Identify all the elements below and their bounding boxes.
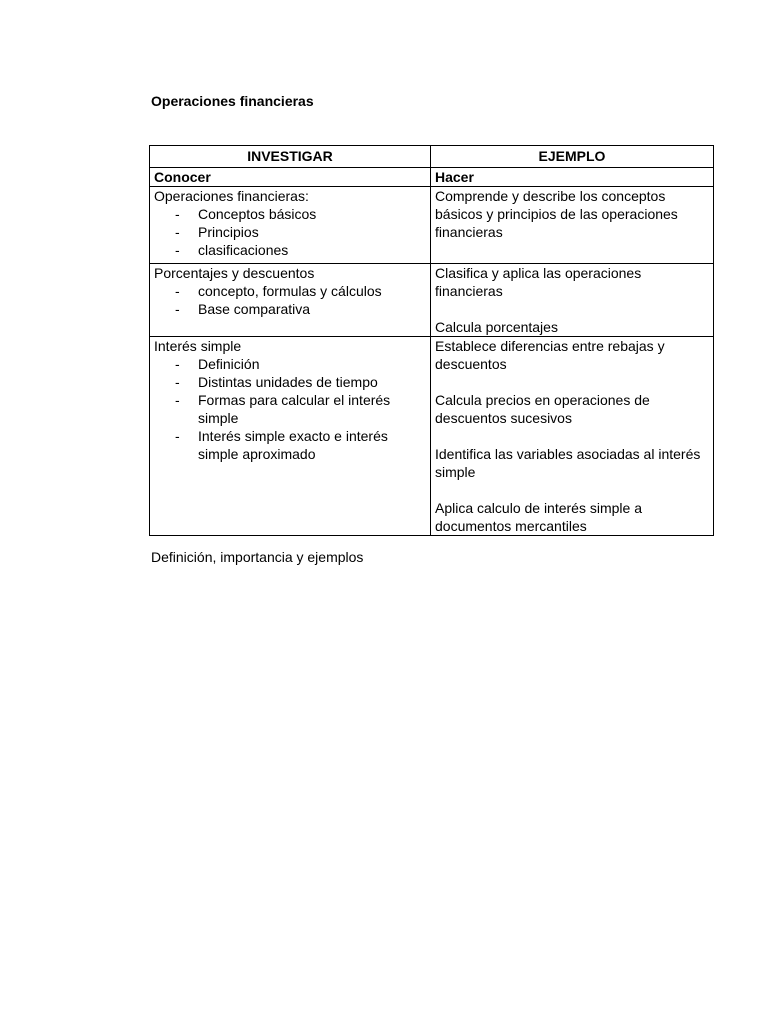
list-item (154, 282, 426, 300)
topic-cell (150, 264, 431, 337)
dash-bullet: - (175, 356, 180, 372)
table-row (150, 264, 714, 337)
list-item (154, 391, 426, 427)
dash-bullet: - (175, 301, 180, 317)
dash-bullet: - (175, 392, 180, 408)
example-cell (431, 337, 714, 536)
list-item-text: Distintas unidades de tiempo (198, 374, 378, 390)
topic-cell (150, 337, 431, 536)
table-row (150, 337, 714, 536)
topic-title: Operaciones financieras: (154, 188, 309, 204)
dash-bullet: - (175, 428, 180, 444)
list-item-text: clasificaciones (198, 242, 289, 258)
subheader-conocer: Conocer (150, 168, 431, 187)
list-item (154, 300, 426, 318)
dash-bullet: - (175, 206, 180, 222)
example-paragraph: Aplica calculo de interés simple a documentos mercantiles (435, 500, 642, 534)
header-ejemplo: EJEMPLO (431, 146, 714, 168)
list-item (154, 241, 426, 259)
example-cell (431, 264, 714, 337)
paragraph-spacer (435, 427, 709, 445)
subheader-hacer: Hacer (431, 168, 714, 187)
topic-title: Porcentajes y descuentos (154, 265, 315, 281)
list-item (154, 373, 426, 391)
example-paragraph: Comprende y describe los conceptos básicos y principios de las operaciones financieras (435, 188, 678, 240)
list-item-text: Definición (198, 356, 260, 372)
topic-list (154, 355, 426, 463)
dash-bullet: - (175, 224, 180, 240)
table-row (150, 187, 714, 264)
topic-cell (150, 187, 431, 264)
list-item-text: Conceptos básicos (198, 206, 317, 222)
example-paragraph: Calcula porcentajes (435, 319, 558, 335)
list-item-text: Principios (198, 224, 259, 240)
list-item (154, 205, 426, 223)
list-item (154, 427, 426, 463)
list-item-text: Formas para calcular el interés simple (198, 392, 391, 426)
page-title: Operaciones financieras (151, 93, 314, 109)
list-item (154, 355, 426, 373)
list-item-text: Base comparativa (198, 301, 311, 317)
example-cell (431, 187, 714, 264)
dash-bullet: - (175, 283, 180, 299)
paragraph-spacer (435, 481, 709, 499)
example-paragraph: Identifica las variables asociadas al interés simple (435, 446, 701, 480)
paragraph-spacer (435, 300, 709, 318)
plan-table (149, 145, 714, 536)
list-item (154, 223, 426, 241)
dash-bullet: - (175, 374, 180, 390)
header-investigar: INVESTIGAR (150, 146, 431, 168)
list-item-text: Interés simple exacto e interés simple aproximado (198, 428, 388, 462)
table-header-row (150, 146, 714, 168)
topic-list (154, 282, 426, 318)
example-paragraph: Establece diferencias entre rebajas y descuentos (435, 338, 665, 372)
list-item-text: concepto, formulas y cálculos (198, 283, 382, 299)
table-subheader-row (150, 168, 714, 187)
dash-bullet: - (175, 242, 180, 258)
paragraph-spacer (435, 373, 709, 391)
example-paragraph: Calcula precios en operaciones de descuentos sucesivos (435, 392, 650, 426)
example-paragraph: Clasifica y aplica las operaciones financieras (435, 265, 642, 299)
footer-note: Definición, importancia y ejemplos (151, 549, 364, 565)
topic-list (154, 205, 426, 259)
topic-title: Interés simple (154, 338, 242, 354)
